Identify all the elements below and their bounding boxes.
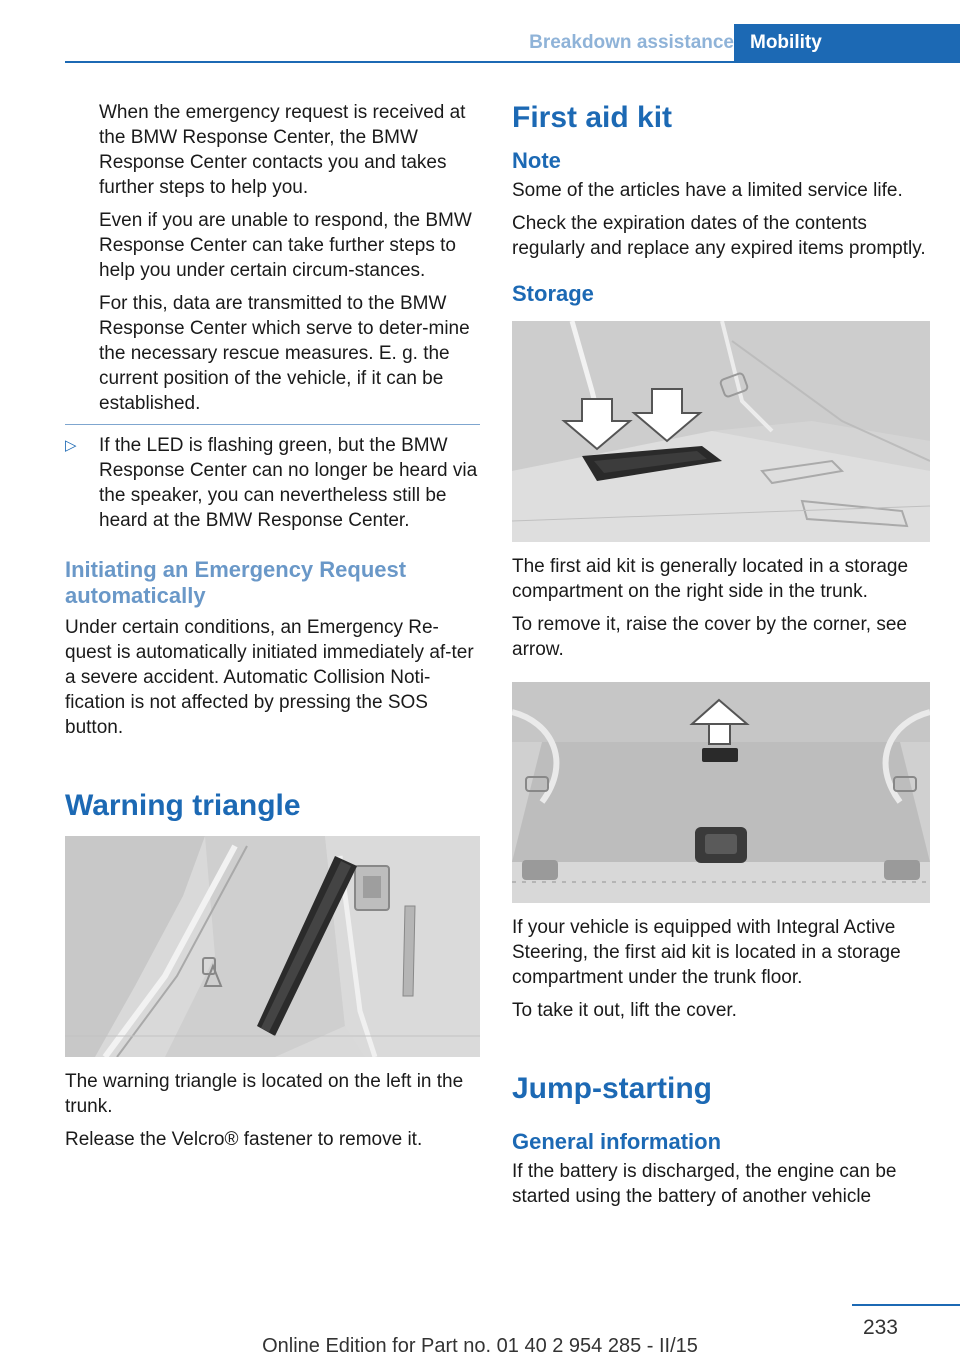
paragraph: The warning triangle is located on the left in the trunk. <box>65 1071 464 1117</box>
footer-edition: Online Edition for Part no. 01 40 2 954 285 - II/15 <box>262 1335 698 1357</box>
header-chapter-tab: Mobility <box>734 24 960 61</box>
paragraph: When the emergency request is received at the BMW Response Center, the BMW Response Center contacts you and takes further steps to help you. <box>99 102 466 198</box>
subsection-heading: Initiating an Emergency Request automatically <box>65 557 407 608</box>
right-column <box>512 100 930 1217</box>
left-column <box>65 100 480 1160</box>
paragraph: The first aid kit is generally located in a storage compartment on the right side in the trunk. <box>512 556 909 602</box>
subsection-heading: Note <box>512 148 561 173</box>
paragraph: If the battery is discharged, the engine can be started using the battery of another vehicle <box>512 1161 897 1207</box>
section-heading: Warning triangle <box>65 789 301 822</box>
paragraph: To take it out, lift the cover. <box>512 1000 737 1021</box>
header-section-title: Breakdown assistance <box>529 32 734 53</box>
storage-figure-floor <box>512 682 930 903</box>
bullet-triangle-icon: ▷ <box>65 437 77 454</box>
trunk-left-illustration <box>65 836 480 1057</box>
list-item <box>65 433 480 533</box>
warning-triangle-figure <box>65 836 480 1057</box>
page-number: 233 <box>862 1316 898 1339</box>
trunk-right-illustration <box>512 321 930 542</box>
divider <box>65 424 480 425</box>
storage-figure-side <box>512 321 930 542</box>
paragraph: Some of the articles have a limited service life. <box>512 180 903 201</box>
paragraph: Even if you are unable to respond, the BMW Response Center can take further steps to help you under certain circum-stances. <box>99 210 472 281</box>
subsection-heading: Storage <box>512 281 594 306</box>
list-item-text: If the LED is flashing green, but the BMW Response Center can no longer be heard via the speaker, you can nevertheless still be heard at the BMW Response Center. <box>99 435 478 531</box>
footer-rule <box>852 1304 960 1306</box>
paragraph: Release the Velcro® fastener to remove it. <box>65 1129 423 1150</box>
paragraph: Under certain conditions, an Emergency Re-quest is automatically initiated immediately af-ter a severe accident. Automatic Collision Noti-fication is not affected by pressing the SOS button. <box>65 617 474 738</box>
section-heading: First aid kit <box>512 101 673 134</box>
paragraph: Check the expiration dates of the contents regularly and replace any expired items promptly. <box>512 213 926 259</box>
trunk-floor-illustration <box>512 682 930 903</box>
paragraph: For this, data are transmitted to the BMW Response Center which serve to deter-mine the necessary rescue measures. E. g. the current position of the vehicle, if it can be established. <box>99 293 470 414</box>
paragraph: If your vehicle is equipped with Integral Active Steering, the first aid kit is located in a storage compartment under the trunk floor. <box>512 917 901 988</box>
paragraph: To remove it, raise the cover by the corner, see arrow. <box>512 614 907 660</box>
subsection-heading: General information <box>512 1129 722 1154</box>
page-header <box>65 24 960 63</box>
section-heading: Jump-starting <box>512 1072 713 1105</box>
